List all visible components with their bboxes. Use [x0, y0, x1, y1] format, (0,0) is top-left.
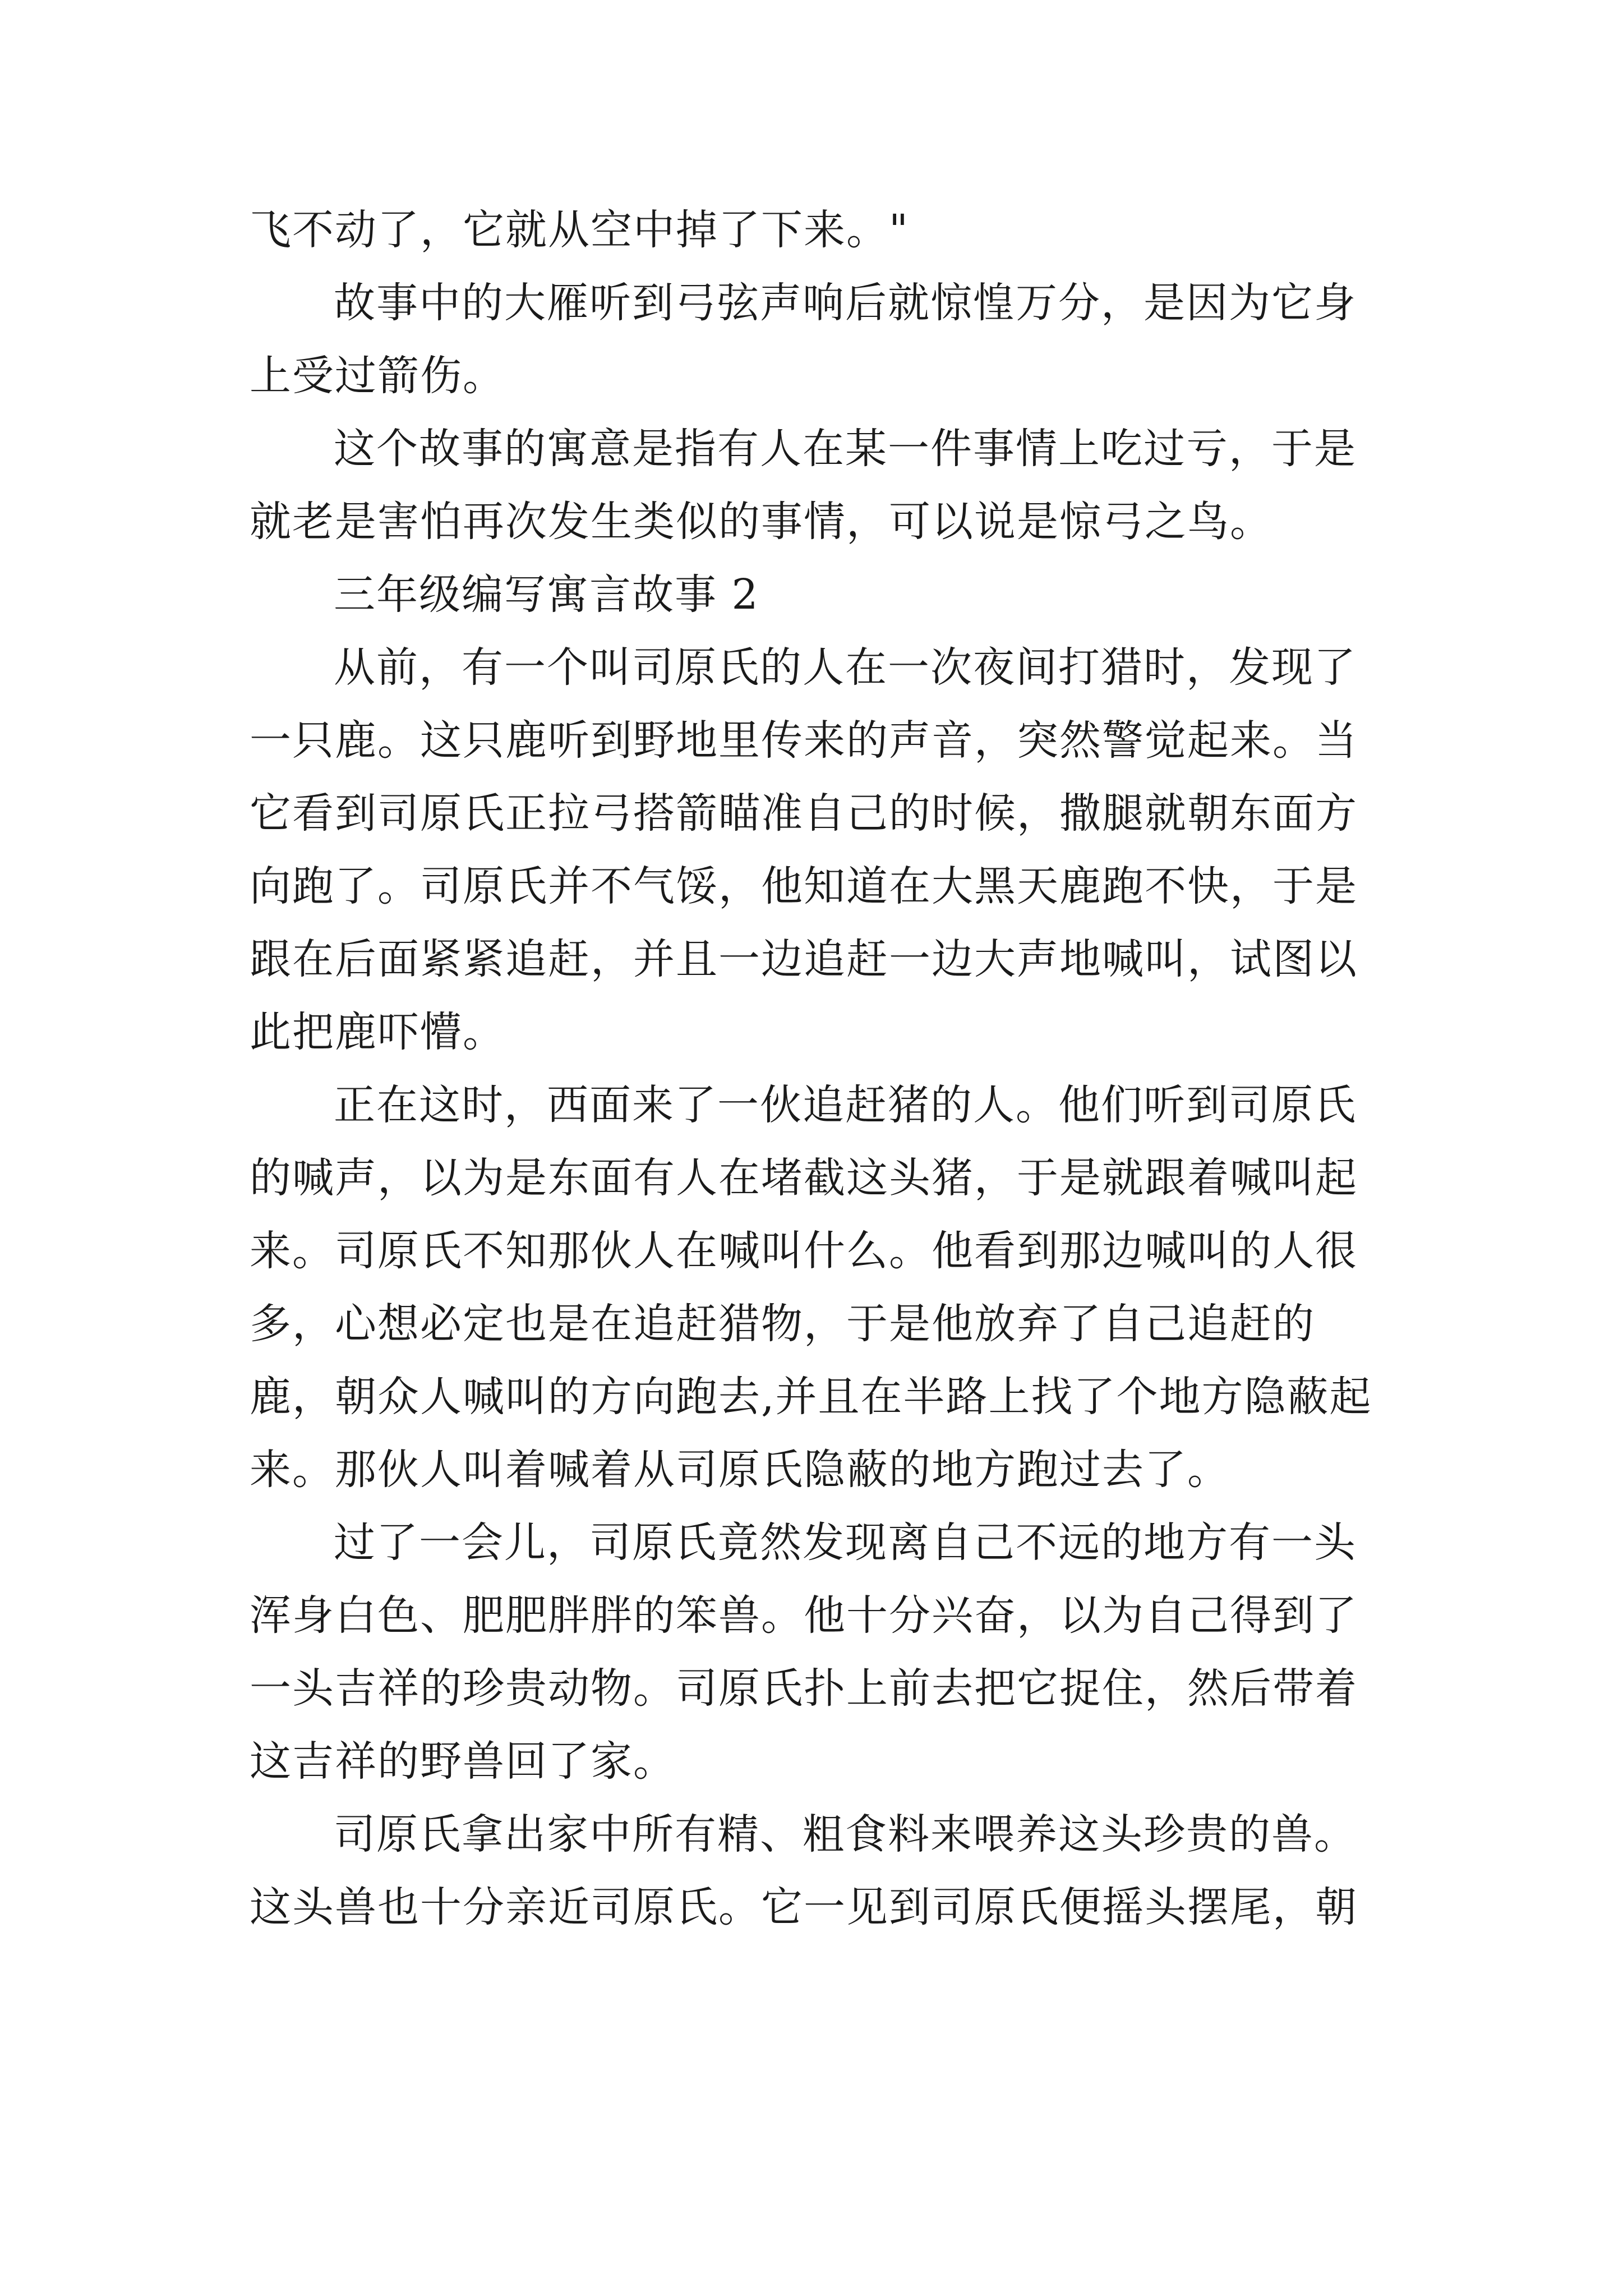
paragraph: 过了一会儿，司原氏竟然发现离自己不远的地方有一头浑身白色、肥肥胖胖的笨兽。他十分兴奋，以为自己得到了一头吉祥的珍贵动物。司原氏扑上前去把它捉住，然后带着这吉祥的野兽回了家。 [250, 1519, 1358, 1786]
paragraph: 从前，有一个叫司原氏的人在一次夜间打猎时，发现了一只鹿。这只鹿听到野地里传来的声音，突然警觉起来。当它看到司原氏正拉弓搭箭瞄准自己的时候，撒腿就朝东面方向跑了。司原氏并不气馁，他知道在大黑天鹿跑不快，于是跟在后面紧紧追赶，并且一边追赶一边大声地喊叫，试图以此把鹿吓懵。 [250, 643, 1358, 1056]
paragraph-continuation: 飞不动了，它就从空中掉了下来。" [250, 206, 910, 254]
document-body [250, 194, 1388, 1944]
paragraph: 故事中的大雁听到弓弦声响后就惊惶万分，是因为它身上受过箭伤。 [250, 279, 1357, 400]
section-heading: 三年级编写寓言故事 2 [334, 570, 759, 619]
paragraph: 正在这时，西面来了一伙追赶猪的人。他们听到司原氏的喊声，以为是东面有人在堵截这头猪，于是就跟着喊叫起来。司原氏不知那伙人在喊叫什么。他看到那边喊叫的人很多，心想必定也是在追赶猎物，于是他放弃了自己追赶的鹿，朝众人喊叫的方向跑去,并且在半路上找了个地方隐蔽起来。那伙人叫着喊着从司原氏隐蔽的地方跑过去了。 [250, 1081, 1372, 1494]
paragraph: 司原氏拿出家中所有精、粗食料来喂养这头珍贵的兽。这头兽也十分亲近司原氏。它一见到司原氏便摇头摆尾，朝 [250, 1810, 1358, 1931]
paragraph: 这个故事的寓意是指有人在某一件事情上吃过亏，于是就老是害怕再次发生类似的事情，可以说是惊弓之鸟。 [250, 425, 1357, 546]
